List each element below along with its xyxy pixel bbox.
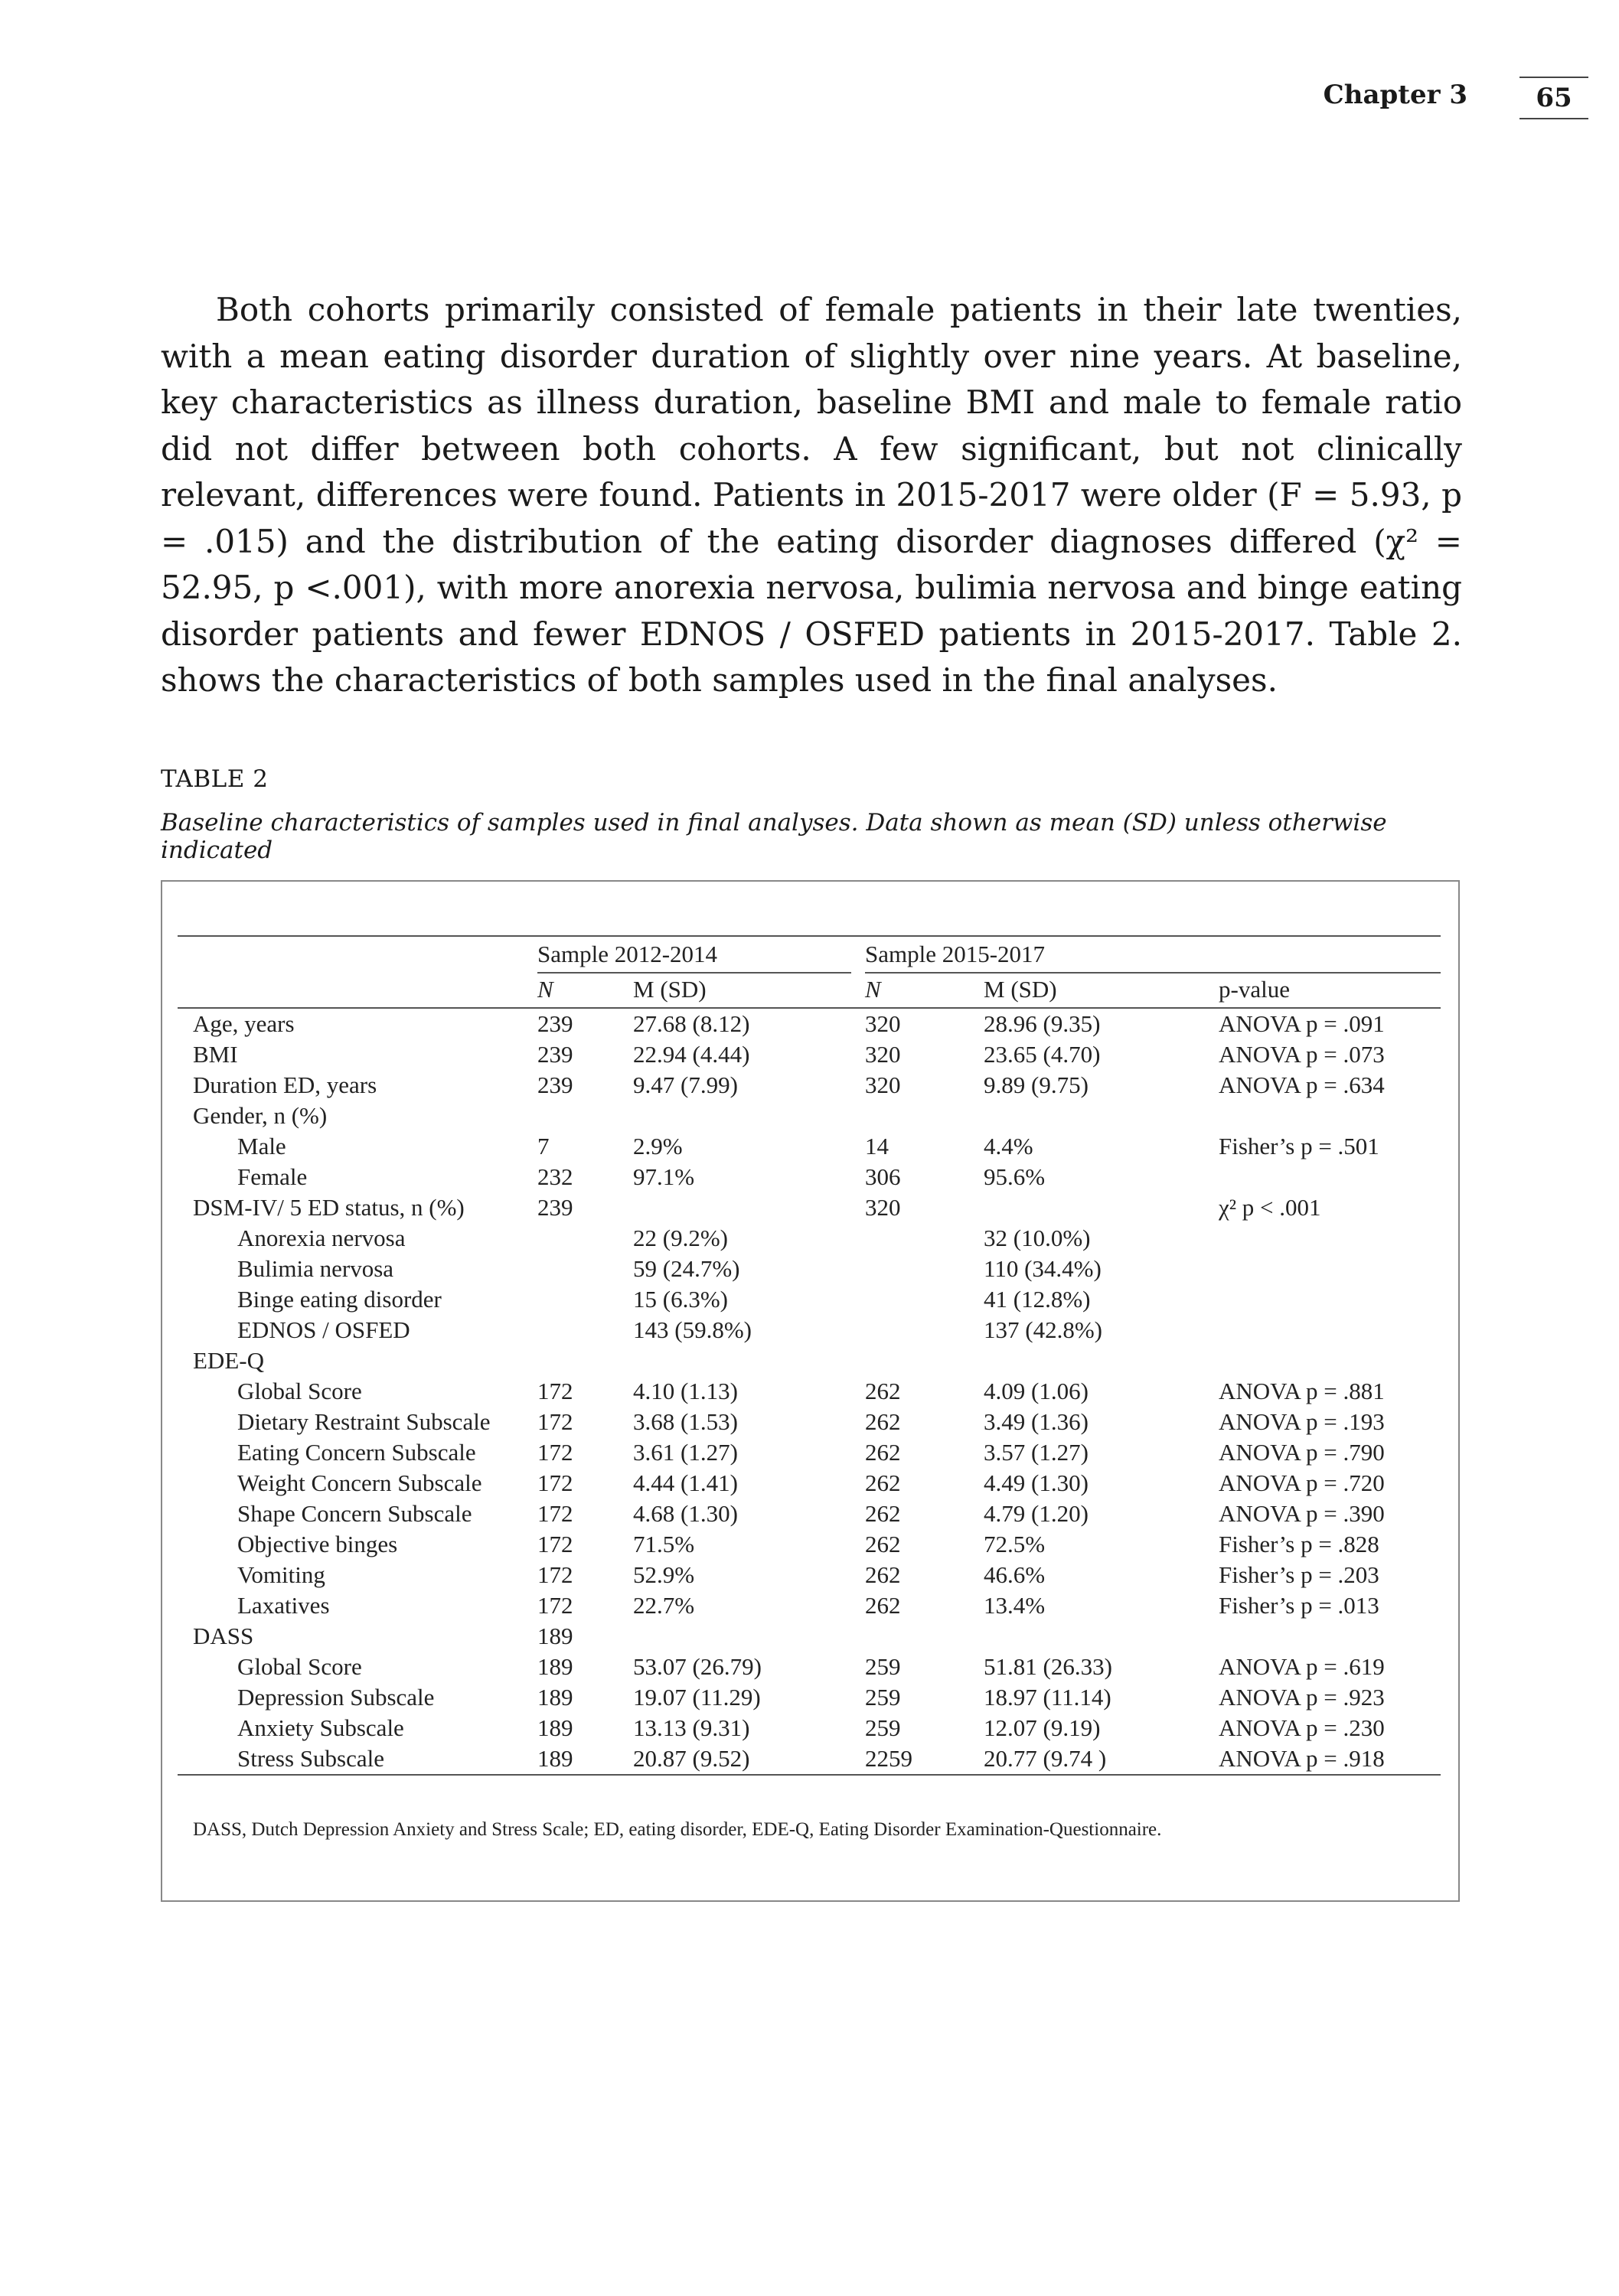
row-label: Anorexia nervosa	[237, 1225, 406, 1251]
group-header-2015: Sample 2015-2017	[865, 941, 1046, 967]
table-row	[178, 1101, 1441, 1131]
table-row	[178, 1468, 1441, 1499]
cell-p: ANOVA p = .881	[1219, 1378, 1385, 1404]
cell-m2: 3.49 (1.36)	[984, 1408, 1089, 1435]
cell-p: Fisher’s p = .013	[1219, 1592, 1379, 1619]
cell-m2: 12.07 (9.19)	[984, 1714, 1101, 1741]
row-label: DASS	[193, 1623, 254, 1649]
body-text	[161, 287, 1462, 704]
table-caption: Baseline characteristics of samples used in final analyses. Data shown as mean (SD) unless otherwise indicated	[161, 809, 1387, 864]
cell-m1: 27.68 (8.12)	[633, 1010, 750, 1037]
cell-p: ANOVA p = .918	[1219, 1745, 1385, 1772]
row-label: Depression Subscale	[237, 1684, 435, 1711]
cell-n1: 189	[537, 1623, 573, 1649]
row-label: Dietary Restraint Subscale	[237, 1408, 491, 1435]
cell-n2: 259	[865, 1684, 901, 1711]
cell-m2: 20.77 (9.74 )	[984, 1745, 1107, 1772]
cell-m1: 13.13 (9.31)	[633, 1714, 750, 1741]
cell-m1: 22.7%	[633, 1592, 695, 1619]
cell-n2: 320	[865, 1071, 901, 1098]
cell-n2: 262	[865, 1500, 901, 1527]
table-row	[178, 1284, 1441, 1315]
cell-p: Fisher’s p = .828	[1219, 1531, 1379, 1557]
cell-n1: 172	[537, 1469, 573, 1496]
cell-p: ANOVA p = .790	[1219, 1439, 1385, 1466]
table-row	[178, 1652, 1441, 1682]
cell-m1: 19.07 (11.29)	[633, 1684, 761, 1711]
cell-p: ANOVA p = .073	[1219, 1041, 1385, 1068]
cell-m2: 23.65 (4.70)	[984, 1041, 1101, 1068]
cell-m1: 2.9%	[633, 1133, 683, 1159]
cell-n1: 172	[537, 1592, 573, 1619]
cell-m2: 4.09 (1.06)	[984, 1378, 1089, 1404]
row-label: Age, years	[193, 1010, 295, 1037]
cell-n1: 189	[537, 1714, 573, 1741]
cell-m1: 3.68 (1.53)	[633, 1408, 738, 1435]
table-row	[178, 1682, 1441, 1713]
cell-p: ANOVA p = .720	[1219, 1469, 1385, 1496]
table-box	[161, 880, 1460, 1902]
row-label: Shape Concern Subscale	[237, 1500, 472, 1527]
cell-n1: 7	[537, 1133, 550, 1159]
cell-n2: 306	[865, 1163, 901, 1190]
row-label: Binge eating disorder	[237, 1286, 442, 1313]
cell-m2: 9.89 (9.75)	[984, 1071, 1089, 1098]
table-row	[178, 1009, 1441, 1039]
group-header-2012: Sample 2012-2014	[537, 941, 718, 967]
cell-n1: 239	[537, 1194, 573, 1221]
cell-p: Fisher’s p = .501	[1219, 1133, 1379, 1159]
cell-n2: 262	[865, 1439, 901, 1466]
cell-n2: 320	[865, 1010, 901, 1037]
row-label: Laxatives	[237, 1592, 330, 1619]
table-row	[178, 1192, 1441, 1223]
cell-m2: 13.4%	[984, 1592, 1046, 1619]
cell-n1: 239	[537, 1010, 573, 1037]
row-label: BMI	[193, 1041, 238, 1068]
cell-m1: 22 (9.2%)	[633, 1225, 728, 1251]
cell-m2: 137 (42.8%)	[984, 1316, 1102, 1343]
table-row	[178, 1713, 1441, 1743]
cell-m2: 51.81 (26.33)	[984, 1653, 1112, 1680]
cell-p: ANOVA p = .230	[1219, 1714, 1385, 1741]
cell-m1: 20.87 (9.52)	[633, 1745, 750, 1772]
cell-m1: 52.9%	[633, 1561, 695, 1588]
page-header	[0, 77, 1619, 122]
table-row	[178, 1039, 1441, 1070]
cell-n1: 189	[537, 1684, 573, 1711]
cell-n1: 172	[537, 1561, 573, 1588]
cell-m2: 72.5%	[984, 1531, 1046, 1557]
table-row	[178, 1162, 1441, 1192]
cell-n1: 172	[537, 1500, 573, 1527]
cell-m1: 71.5%	[633, 1531, 695, 1557]
row-label: EDE-Q	[193, 1347, 264, 1374]
paragraph: Both cohorts primarily consisted of female patients in their late twenties, with a mean eating disorder duration of slightly over nine years. At baseline, key characteristics as illness duration, baseline BMI and male to female ratio did not differ between both cohorts. A few significant, but not clinically relevant, differences were found. Patients in 2015-2017 were older (F = 5.93, p = .015) and the distribution of the eating disorder diagnoses differed (χ² = 52.95, p <.001), with more anorexia nervosa, bulimia nervosa and binge eating disorder patients and fewer EDNOS / OSFED patients in 2015-2017. Table 2. shows the characteristics of both samples used in the final analyses.	[161, 291, 1462, 699]
cell-n1: 232	[537, 1163, 573, 1190]
row-label: Weight Concern Subscale	[237, 1469, 482, 1496]
cell-m2: 41 (12.8%)	[984, 1286, 1091, 1313]
cell-n2: 262	[865, 1408, 901, 1435]
cell-m2: 4.79 (1.20)	[984, 1500, 1089, 1527]
cell-p: χ² p < .001	[1219, 1194, 1321, 1221]
row-label: EDNOS / OSFED	[237, 1316, 410, 1343]
cell-m1: 4.44 (1.41)	[633, 1469, 738, 1496]
cell-n1: 172	[537, 1439, 573, 1466]
cell-n2: 14	[865, 1133, 889, 1159]
table-group-header-row	[178, 937, 1441, 972]
cell-n2: 262	[865, 1469, 901, 1496]
cell-n2: 262	[865, 1561, 901, 1588]
table-body	[178, 1009, 1441, 1774]
cell-p: ANOVA p = .390	[1219, 1500, 1385, 1527]
table-row	[178, 1743, 1441, 1774]
cell-p: ANOVA p = .634	[1219, 1071, 1385, 1098]
cell-p: Fisher’s p = .203	[1219, 1561, 1379, 1588]
row-label: Anxiety Subscale	[237, 1714, 404, 1741]
table-row	[178, 1499, 1441, 1529]
col-header-pvalue: p-value	[1219, 976, 1290, 1003]
row-label: Global Score	[237, 1653, 362, 1680]
table-row	[178, 1131, 1441, 1162]
cell-n1: 239	[537, 1071, 573, 1098]
cell-m1: 4.68 (1.30)	[633, 1500, 738, 1527]
cell-n1: 172	[537, 1531, 573, 1557]
table-footnote: DASS, Dutch Depression Anxiety and Stress Scale; ED, eating disorder, EDE-Q, Eating Disorder Examination-Questionnaire.	[193, 1819, 1162, 1840]
cell-m1: 15 (6.3%)	[633, 1286, 728, 1313]
col-header-m1: M (SD)	[633, 976, 707, 1003]
table-row	[178, 1070, 1441, 1101]
cell-p: ANOVA p = .923	[1219, 1684, 1385, 1711]
cell-m2: 4.49 (1.30)	[984, 1469, 1089, 1496]
cell-n2: 259	[865, 1653, 901, 1680]
cell-n1: 239	[537, 1041, 573, 1068]
cell-m1: 59 (24.7%)	[633, 1255, 740, 1282]
cell-m2: 18.97 (11.14)	[984, 1684, 1111, 1711]
table-label: TABLE 2	[161, 765, 269, 793]
table-row	[178, 1437, 1441, 1468]
table-row	[178, 1223, 1441, 1254]
cell-n2: 320	[865, 1041, 901, 1068]
row-label: Duration ED, years	[193, 1071, 377, 1098]
cell-m2: 95.6%	[984, 1163, 1046, 1190]
cell-m1: 97.1%	[633, 1163, 695, 1190]
row-label: Male	[237, 1133, 286, 1159]
table-row	[178, 1407, 1441, 1437]
cell-n1: 189	[537, 1745, 573, 1772]
cell-m1: 4.10 (1.13)	[633, 1378, 738, 1404]
cell-n2: 262	[865, 1592, 901, 1619]
col-header-m2: M (SD)	[984, 976, 1057, 1003]
page-number: 65	[1519, 77, 1588, 119]
data-table	[178, 935, 1441, 1776]
row-label: Female	[237, 1163, 308, 1190]
cell-m2: 32 (10.0%)	[984, 1225, 1091, 1251]
cell-m2: 3.57 (1.27)	[984, 1439, 1089, 1466]
cell-p: ANOVA p = .091	[1219, 1010, 1385, 1037]
row-label: Objective binges	[237, 1531, 398, 1557]
cell-n1: 172	[537, 1378, 573, 1404]
cell-p: ANOVA p = .193	[1219, 1408, 1385, 1435]
cell-n1: 189	[537, 1653, 573, 1680]
cell-m1: 143 (59.8%)	[633, 1316, 752, 1343]
chapter-title: Chapter 3	[1323, 80, 1467, 110]
table-row	[178, 1621, 1441, 1652]
cell-n2: 320	[865, 1194, 901, 1221]
row-label: Bulimia nervosa	[237, 1255, 394, 1282]
cell-m2: 4.4%	[984, 1133, 1033, 1159]
table-row	[178, 1254, 1441, 1284]
cell-m1: 53.07 (26.79)	[633, 1653, 762, 1680]
row-label: Vomiting	[237, 1561, 325, 1588]
table-row	[178, 1345, 1441, 1376]
cell-n2: 262	[865, 1531, 901, 1557]
row-label: Gender, n (%)	[193, 1102, 328, 1129]
cell-m2: 110 (34.4%)	[984, 1255, 1102, 1282]
table-row	[178, 1315, 1441, 1345]
cell-n2: 259	[865, 1714, 901, 1741]
table-row	[178, 1376, 1441, 1407]
cell-p: ANOVA p = .619	[1219, 1653, 1385, 1680]
cell-m1: 22.94 (4.44)	[633, 1041, 750, 1068]
col-header-n1: N	[537, 976, 553, 1003]
cell-n2: 262	[865, 1378, 901, 1404]
table-bottom-rule	[178, 1774, 1441, 1776]
table-row	[178, 1529, 1441, 1560]
row-label: Eating Concern Subscale	[237, 1439, 476, 1466]
row-label: DSM-IV/ 5 ED status, n (%)	[193, 1194, 465, 1221]
table-row	[178, 1590, 1441, 1621]
cell-m2: 28.96 (9.35)	[984, 1010, 1101, 1037]
row-label: Stress Subscale	[237, 1745, 385, 1772]
cell-n2: 2259	[865, 1745, 912, 1772]
col-header-n2: N	[865, 976, 881, 1003]
cell-m1: 3.61 (1.27)	[633, 1439, 738, 1466]
cell-n1: 172	[537, 1408, 573, 1435]
cell-m2: 46.6%	[984, 1561, 1046, 1588]
table-row	[178, 1560, 1441, 1590]
cell-m1: 9.47 (7.99)	[633, 1071, 738, 1098]
table-column-header-row	[178, 972, 1441, 1007]
row-label: Global Score	[237, 1378, 362, 1404]
